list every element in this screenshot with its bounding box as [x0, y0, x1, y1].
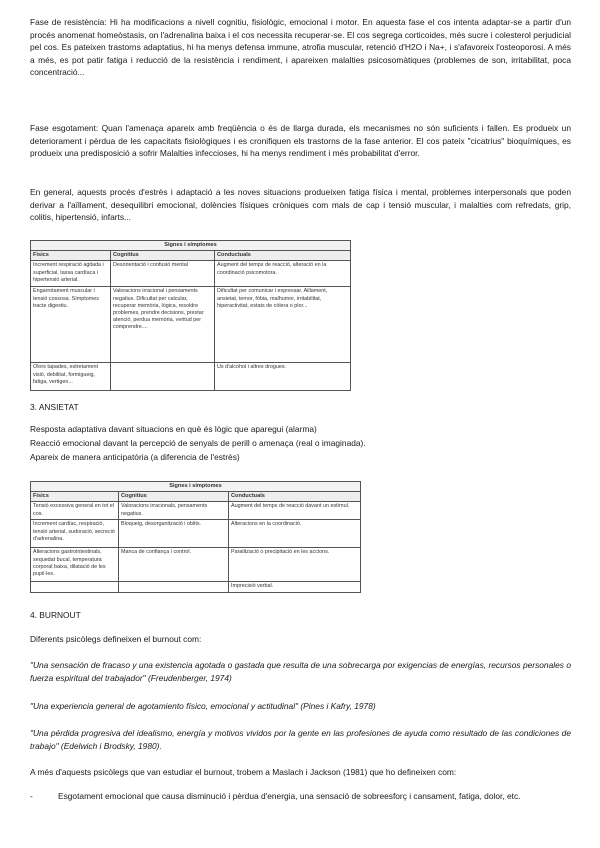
- table-cell: Valoracions irracionals, pensaments negatius.: [119, 502, 229, 520]
- table-cell: [111, 363, 215, 391]
- bullet-esgotament-emocional: Esgotament emocional que causa disminució i pèrdua d'energia, una sensació de sobreesforç i cansament, fatiga, dolor, etc.: [58, 791, 521, 801]
- quote-text: "Una experiencia general de agotamiento físico, emocional y actitudinal": [30, 701, 299, 711]
- table2-title: Signes i símptomes: [31, 482, 361, 492]
- burnout-intro: Diferents psicòlegs defineixen el burnout com:: [30, 634, 202, 644]
- table-cell: Manca de confiança i control.: [119, 548, 229, 582]
- table-cell: Imprecisió verbal.: [229, 582, 361, 592]
- table-cell: Dificultat per comunicar i expressar. Aillament, ansietat, temor, fòbia, malhumor, irritabilitat, hiperactivitat, estats de còlera o plor...: [215, 287, 351, 363]
- fase-esgotament-paragraph: [30, 122, 571, 160]
- table-cell: Alteracions en la coordinació.: [229, 520, 361, 548]
- ansietat-line-1: Resposta adaptativa davant situacions en què és lògic que aparegui (alarma): [30, 424, 317, 434]
- table-cell: Olors tapades, estretament visió, debilitat, formigueig, fatiga, vertigen...: [31, 363, 111, 391]
- bullet-marker: -: [30, 791, 33, 801]
- table-cell: Valoracions irracional i pensaments negatius. Dificultat per calcular, recuperar memòria, lògica, resoldre problemes, prendre decisions, prestar atenció, perdua memòria, veritud per comprendre....: [111, 287, 215, 363]
- table-cell: Engarrotament muscular i tensió cossosa. Símptomes tracte digestiu.: [31, 287, 111, 363]
- ansietat-line-3: Apareix de manera anticipatòria (a diferencia de l'estrès): [30, 452, 240, 462]
- table-cell: Paralització o precipitació en les accions.: [229, 548, 361, 582]
- table-row: [31, 582, 361, 592]
- quote-citation: (Edelwich i Brodsky, 1980).: [58, 740, 162, 751]
- table-cell: Us d'alcohol i altres drogues.: [215, 363, 351, 391]
- fase-resistencia-text: Hi ha modificacions a nivell cognitiu, fisiològic, emocional i motor. En aquesta fase el cos intenta adaptar-se a partir d'un procés anomenat homeòstasis, on l'adrenalina baixa i el cos necessita recuperar-se. El cos segrega corticoides, més sucre i colesterol perjudicial pel cos. Es pateixen trastorns adaptatius, hi ha menys defensa immune, atrofia muscular, retenció d'H2O i Na+, i s'afavoreix l'osteoporosi. A més a més, es pot patir fatiga i reducció de la resistència i rendiment, i apareixen malalties psicosomàtiques (problemes de son, irritabilitat, poca concentració...: [30, 17, 571, 78]
- quote-edelwich-brodsky: [30, 727, 571, 752]
- table-row: [31, 520, 361, 548]
- table-cell: Tensió excessiva general en tot el cos.: [31, 502, 119, 520]
- table-row: [31, 502, 361, 520]
- table-cell: [31, 582, 119, 592]
- quote-text: "Una pérdida progresiva del idealismo, energía y motivos vividos por la gente en las profesiones de ayuda como resultado de las condiciones de trabajo": [30, 728, 571, 751]
- table2-header-cognitius: Cognitius: [119, 492, 229, 502]
- ansietat-line-2: Reacció emocional davant la percepció de senyals de perill o amenaça (real o imaginada).: [30, 438, 366, 448]
- table-row: [31, 363, 351, 391]
- burnout-heading: 4. BURNOUT: [30, 610, 81, 620]
- table-row: [31, 548, 361, 582]
- table-cell: Increment respiració agitada i superficial, tassa cardíaca i hipertensió arterial.: [31, 261, 111, 287]
- quote-pines-kafry: [30, 700, 571, 713]
- quote-text: "Una sensación de fracaso y una existencia agotada o gastada que resulta de una sobrecarga por exigencias de energías, recursos personales o fuerza espiritual del trabajador": [30, 660, 571, 683]
- quote-freudenberger: [30, 659, 571, 684]
- maslach-paragraph: A més d'aquests psicòlegs que van estudiar el burnout, trobem a Maslach i Jackson (1981) que ho defineixen com:: [30, 767, 457, 777]
- table-cell: [119, 582, 229, 592]
- table-cell: Augment del temps de reacció davant un estímul.: [229, 502, 361, 520]
- table-cell: Augment del temps de reacció, alteració en la coordinació psicomotora.: [215, 261, 351, 287]
- fase-esgotament-text: Quan l'amenaça apareix amb freqüència o és de llarga durada, els mecanismes no són suficients i fallen. Es produeix un deteriorament i pèrdua de les capacitats fisiològiques i es cronifiquen els trastorns de la fase anterior. El cos pateix "cicatrius" bioquímiques, es produeix una predisposició a sofrir Malalties infeccioses, hi ha menys rendiment i més probabilitat d'error.: [30, 123, 571, 159]
- quote-citation: (Pines i Kafry, 1978): [298, 701, 376, 711]
- table-row: [31, 287, 351, 363]
- table1-title: Signes i símptomes: [31, 241, 351, 251]
- table2-header-fisics: Físics: [31, 492, 119, 502]
- table-cell: Bloqueig, desorganització i oblits.: [119, 520, 229, 548]
- table-row: [31, 261, 351, 287]
- fase-resistencia-paragraph: [30, 16, 571, 79]
- table-cell: Alteracions gastrointestinals, sequedat bucal, temperatura corporal baixa, dilatació de les pupil·les.: [31, 548, 119, 582]
- table1-header-fisics: Físics: [31, 251, 111, 261]
- signes-table-estres: [30, 240, 351, 391]
- ansietat-heading: 3. ANSIETAT: [30, 402, 79, 412]
- fase-esgotament-label: Fase esgotament:: [30, 123, 99, 133]
- signes-table-ansietat: [30, 481, 361, 593]
- table2-header-conductuals: Conductuals: [229, 492, 361, 502]
- general-paragraph: En general, aquests procés d'estrès i adaptació a les noves situacions produeixen fatiga física i mental, problemes interpersonals que poden derivar a l'aïllament, desequilibri emocional, dolències físiques cròniques com mals de cap i tensió muscular, i malalties com refredats, grip, colitis, hipertensió, infarts...: [30, 187, 571, 223]
- table-cell: Increment cardíac, respiració, tensió arterial, sudoració, secreció d'adrenalina.: [31, 520, 119, 548]
- table1-header-conductuals: Conductuals: [215, 251, 351, 261]
- table1-header-cognitius: Cognitius: [111, 251, 215, 261]
- table-cell: Desorientació i confusió mental: [111, 261, 215, 287]
- fase-resistencia-label: Fase de resistència:: [30, 17, 107, 27]
- quote-citation: (Freudenberger, 1974): [145, 672, 232, 683]
